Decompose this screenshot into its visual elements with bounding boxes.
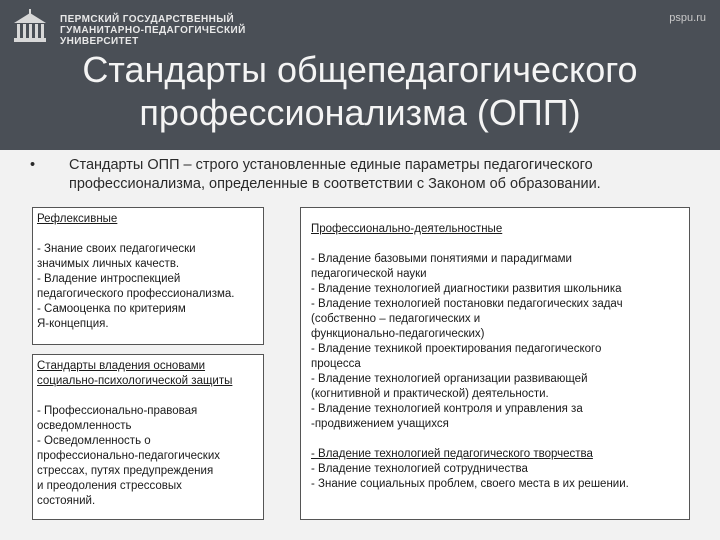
list-item: - Владение техникой проектирования педагогического <box>311 343 602 355</box>
list-item: - Владение технологией педагогического творчества <box>311 448 593 460</box>
list-item: функционально-педагогических) <box>311 328 485 340</box>
list-item: педагогической науки <box>311 268 427 280</box>
slide-title <box>0 48 720 134</box>
list-item: осведомленность <box>37 420 132 432</box>
box-heading: Стандарты владения основами <box>37 360 206 372</box>
list-item: - Осведомленность о <box>37 435 151 447</box>
definition-text <box>69 156 709 194</box>
box-heading: Профессионально-деятельностные <box>311 223 503 235</box>
professional-activity-box <box>300 207 690 520</box>
list-item: - Владение технологией контроля и управления за <box>311 403 583 415</box>
slide-header <box>0 0 720 150</box>
definition-line: профессионализма, определенные в соответствии с Законом об образовании. <box>69 176 601 192</box>
psychological-protection-box <box>32 354 264 520</box>
list-item: и преодоления стрессовых <box>37 480 182 492</box>
list-item: - Самооценка по критериям <box>37 303 186 315</box>
list-item: (собственно – педагогических и <box>311 313 481 325</box>
list-item: значимых личных качеств. <box>37 258 180 270</box>
list-item: педагогического профессионализма. <box>37 288 235 300</box>
list-item: стрессах, путях предупреждения <box>37 465 214 477</box>
list-item: - Владение технологией сотрудничества <box>311 463 528 475</box>
list-item: - Владение технологией диагностики развития школьника <box>311 283 622 295</box>
list-item: профессионально-педагогических <box>37 450 220 462</box>
list-item: - Владение интроспекцией <box>37 273 181 285</box>
list-item: - Знание своих педагогически <box>37 243 196 255</box>
list-item: состояний. <box>37 495 96 507</box>
list-item: (когнитивной и практической) деятельности. <box>311 388 549 400</box>
university-line: ПЕРМСКИЙ ГОСУДАРСТВЕННЫЙ <box>60 14 235 25</box>
list-item: - Профессионально-правовая <box>37 405 198 417</box>
university-line: УНИВЕРСИТЕТ <box>60 36 139 47</box>
university-line: ГУМАНИТАРНО-ПЕДАГОГИЧЕСКИЙ <box>60 25 246 36</box>
list-item: процесса <box>311 358 361 370</box>
list-item: Я-концепция. <box>37 318 109 330</box>
reflexive-standards-box <box>32 207 264 345</box>
title-line: профессионализма (ОПП) <box>139 92 581 133</box>
university-logo-icon <box>10 8 50 48</box>
list-item: -продвижением учащихся <box>311 418 449 430</box>
university-name <box>60 14 246 47</box>
list-item: - Знание социальных проблем, своего места в их решении. <box>311 478 629 490</box>
bullet-marker: • <box>30 157 36 173</box>
definition-line: Стандарты ОПП – строго установленные единые параметры педагогического <box>69 157 593 173</box>
box-heading: Рефлексивные <box>37 213 118 225</box>
list-item: - Владение технологией постановки педагогических задач <box>311 298 623 310</box>
list-item: - Владение технологией организации развивающей <box>311 373 588 385</box>
title-line: Стандарты общепедагогического <box>82 49 638 90</box>
site-url: pspu.ru <box>669 12 706 24</box>
box-heading: социально-психологической защиты <box>37 375 233 387</box>
list-item: - Владение базовыми понятиями и парадигмами <box>311 253 572 265</box>
